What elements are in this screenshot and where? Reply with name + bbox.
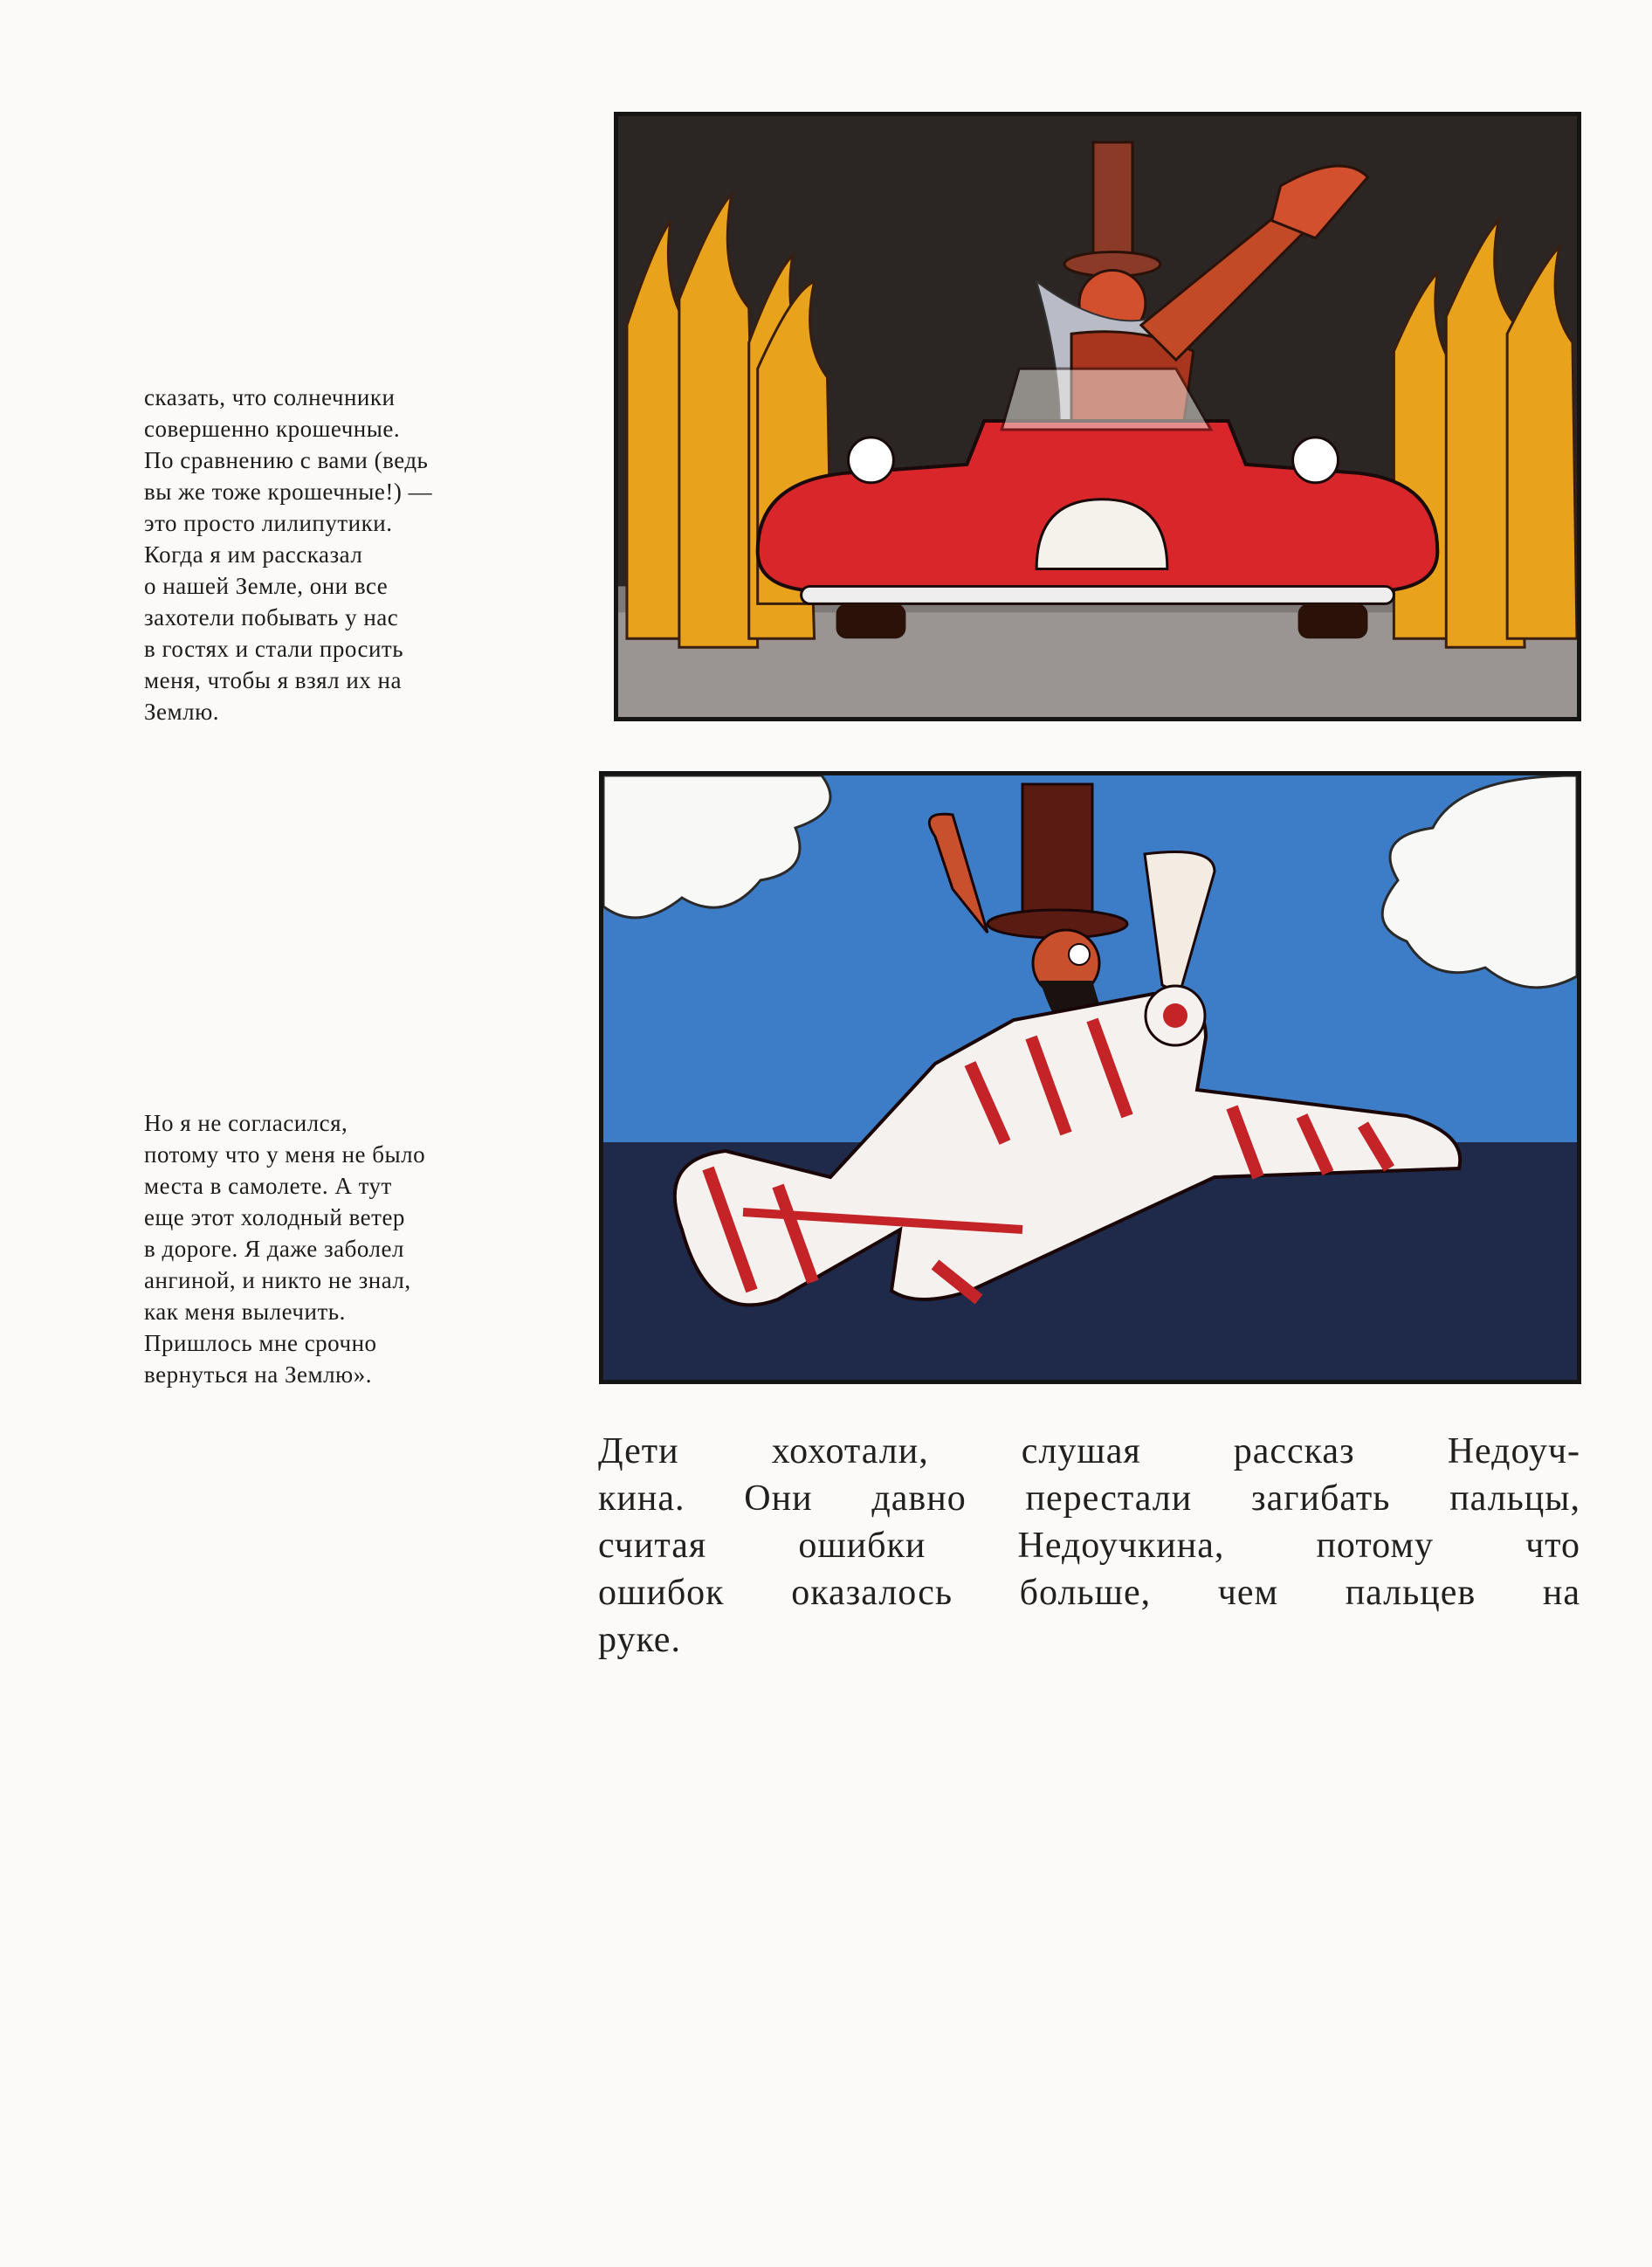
caption-line: вы же тоже крошечные!) — (144, 479, 433, 505)
caption-line: в дороге. Я даже заболел (144, 1236, 404, 1262)
paragraph-line: кина. Они давно перестали загибать пальцы, (598, 1478, 1580, 1519)
paragraph-line: ошибок оказалось больше, чем пальцев на (598, 1573, 1580, 1613)
caption-line: По сравнению с вами (ведь (144, 447, 429, 473)
caption-line: еще этот холодный ветер (144, 1204, 405, 1230)
caption-line: Пришлось мне срочно (144, 1330, 377, 1356)
illustration-airplane-scene (599, 771, 1581, 1384)
caption-line: места в самолете. А тут (144, 1173, 392, 1199)
caption-line: захотели побывать у нас (144, 604, 399, 630)
caption-line: Землю. (144, 699, 219, 725)
caption-line: совершенно крошечные. (144, 416, 401, 442)
airplane-scene-drawing (603, 775, 1577, 1380)
main-paragraph (598, 1428, 1580, 1664)
caption-2 (144, 1107, 546, 1390)
paragraph-line: считая ошибки Недоучкина, потому что (598, 1526, 1580, 1566)
caption-line: вернуться на Землю». (144, 1361, 372, 1388)
caption-line: Когда я им рассказал (144, 541, 363, 568)
illustration-car-scene (614, 112, 1581, 721)
caption-line: это просто лилипутики. (144, 510, 393, 536)
caption-line: в гостях и стали просить (144, 636, 404, 662)
caption-line: ангиной, и никто не знал, (144, 1267, 411, 1293)
car-scene-drawing (618, 116, 1577, 717)
caption-line: потому что у меня не было (144, 1141, 426, 1168)
paragraph-line: руке. (598, 1620, 681, 1660)
caption-line: сказать, что солнечники (144, 384, 396, 410)
caption-1 (144, 382, 546, 727)
caption-line: меня, чтобы я взял их на (144, 667, 402, 693)
caption-line: как меня вылечить. (144, 1299, 346, 1325)
caption-line: о нашей Земле, они все (144, 573, 389, 599)
paragraph-line: Дети хохотали, слушая рассказ Недоуч- (598, 1431, 1580, 1471)
caption-line: Но я не согласился, (144, 1110, 348, 1136)
